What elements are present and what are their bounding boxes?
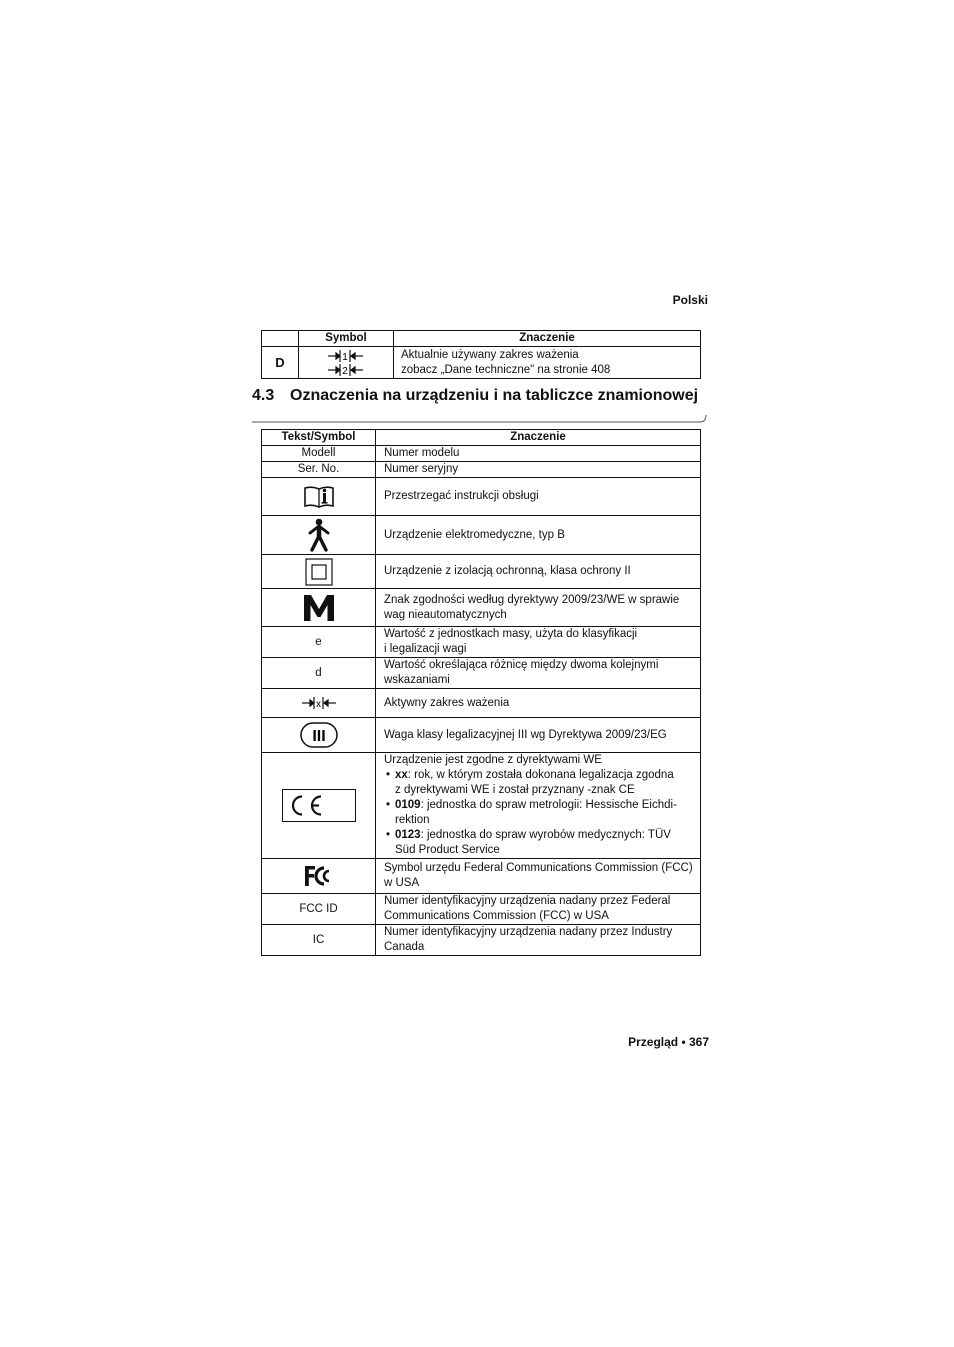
table-row: [262, 859, 701, 894]
table-header-row: [262, 430, 701, 446]
type-b-person-icon: [307, 518, 331, 552]
class-ii-insulation-icon: [305, 558, 333, 586]
fcc-logo-icon: [303, 864, 335, 888]
symbol-cell: Modell: [262, 446, 376, 462]
row-key: D: [262, 347, 299, 379]
language-label: Polski: [672, 293, 708, 307]
table-row: [262, 894, 701, 925]
section-number: 4.3: [252, 387, 275, 404]
meaning-line: Urządzenie jest zgodne z dyrektywami WE: [384, 754, 602, 766]
table-row: [262, 555, 701, 589]
table-row: [262, 347, 701, 379]
table-row: [262, 925, 701, 956]
header-cell-symbol: Symbol: [299, 331, 394, 347]
meaning-cell: Urządzenie z izolacją ochronną, klasa ochrony II: [376, 555, 701, 589]
table-row: [262, 462, 701, 478]
meaning-line: Numer identyfikacyjny urządzenia nadany przez Industry: [384, 926, 673, 938]
meaning-line: Wartość z jednostkach masy, użyta do klasyfikacji: [384, 628, 638, 640]
table-row: [262, 478, 701, 516]
table-row: [262, 753, 701, 859]
table-row: [262, 516, 701, 555]
weighing-range-1-2-icon: [326, 349, 366, 377]
range-digit-1: 1: [342, 351, 348, 363]
table-row: [262, 446, 701, 462]
page-footer: Przegląd • 367: [628, 1035, 709, 1049]
header-cell-symbol: Tekst/Symbol: [262, 430, 376, 446]
meaning-cell: Aktywny zakres ważenia: [376, 689, 701, 718]
section-rule: [252, 413, 707, 423]
meaning-cell: Numer seryjny: [376, 462, 701, 478]
meaning-cell: [376, 589, 701, 627]
range-symbol-cell: [299, 347, 394, 379]
table-row: [262, 658, 701, 689]
meaning-line: Znak zgodności według dyrektywy 2009/23/WE w sprawie: [384, 593, 680, 606]
class-iii-glyph: III: [311, 728, 326, 745]
table-row: [262, 589, 701, 627]
meaning-cell: [376, 753, 701, 859]
bullet-list: [384, 768, 697, 858]
table-row: [262, 718, 701, 753]
meaning-line: Wartość określająca różnicę między dwoma kolejnymi: [384, 659, 659, 671]
symbol-cell: IC: [262, 925, 376, 956]
header-cell-empty: [262, 331, 299, 347]
meaning-cell: [376, 658, 701, 689]
table-row: [262, 689, 701, 718]
list-item: • xx: rok, w którym została dokonana legalizacja zgodna z dyrektywami WE i został przyznany -znak CE: [384, 768, 697, 798]
weighing-range-icon: [301, 696, 337, 710]
meaning-cell: [376, 925, 701, 956]
section-title: Oznaczenia na urządzeniu i na tabliczce znamionowej: [290, 387, 699, 404]
class-iii-icon: [300, 722, 338, 748]
range-glyph: x: [315, 699, 321, 710]
meaning-line: Canada: [384, 941, 425, 953]
meaning-cell: [376, 894, 701, 925]
meaning-cell: Przestrzegać instrukcji obsługi: [376, 478, 701, 516]
device-markings-table: [261, 429, 701, 956]
symbol-cell: FCC ID: [262, 894, 376, 925]
range-digit-2: 2: [342, 365, 348, 377]
symbol-cell: e: [262, 627, 376, 658]
meaning-line: Numer identyfikacyjny urządzenia nadany przez Federal: [384, 895, 671, 907]
header-cell-meaning: Znaczenie: [394, 331, 701, 347]
symbol-cell: Ser. No.: [262, 462, 376, 478]
table-row: [262, 627, 701, 658]
symbol-table-d: [261, 330, 701, 379]
meaning-cell: Numer modelu: [376, 446, 701, 462]
meaning-line: Symbol urzędu Federal Communications Commission (FCC): [384, 862, 693, 874]
meaning-cell: [376, 859, 701, 894]
section-heading: [252, 387, 722, 405]
list-item: • 0123: jednostka do spraw wyrobów medycznych: TÜV Süd Product Service: [384, 828, 697, 858]
meaning-line: wskazaniami: [384, 674, 450, 686]
meaning-cell: Urządzenie elektromedyczne, typ B: [376, 516, 701, 555]
meaning-line: w USA: [384, 877, 420, 889]
meaning-cell: [376, 627, 701, 658]
table-header-row: [262, 331, 701, 347]
ce-mark-icon: [282, 789, 356, 822]
meaning-line: zobacz „Dane techniczne" na stronie 408: [401, 363, 611, 376]
meaning-line: Aktualnie używany zakres ważenia: [401, 348, 579, 361]
manual-icon: [303, 486, 335, 508]
meaning-line: Communications Commission (FCC) w USA: [384, 910, 609, 922]
meaning-line: i legalizacji wagi: [384, 643, 467, 655]
meaning-cell: Waga klasy legalizacyjnej III wg Dyrektywa 2009/23/EG: [376, 718, 701, 753]
meaning-line: wag nieautomatycznych: [384, 608, 507, 621]
list-item: • 0109: jednostka do spraw metrologii: Hessische Eichdi- rektion: [384, 798, 697, 828]
header-cell-meaning: Znaczenie: [376, 430, 701, 446]
symbol-cell: d: [262, 658, 376, 689]
metrology-m-icon: [303, 594, 335, 622]
meaning-cell: [394, 347, 701, 379]
